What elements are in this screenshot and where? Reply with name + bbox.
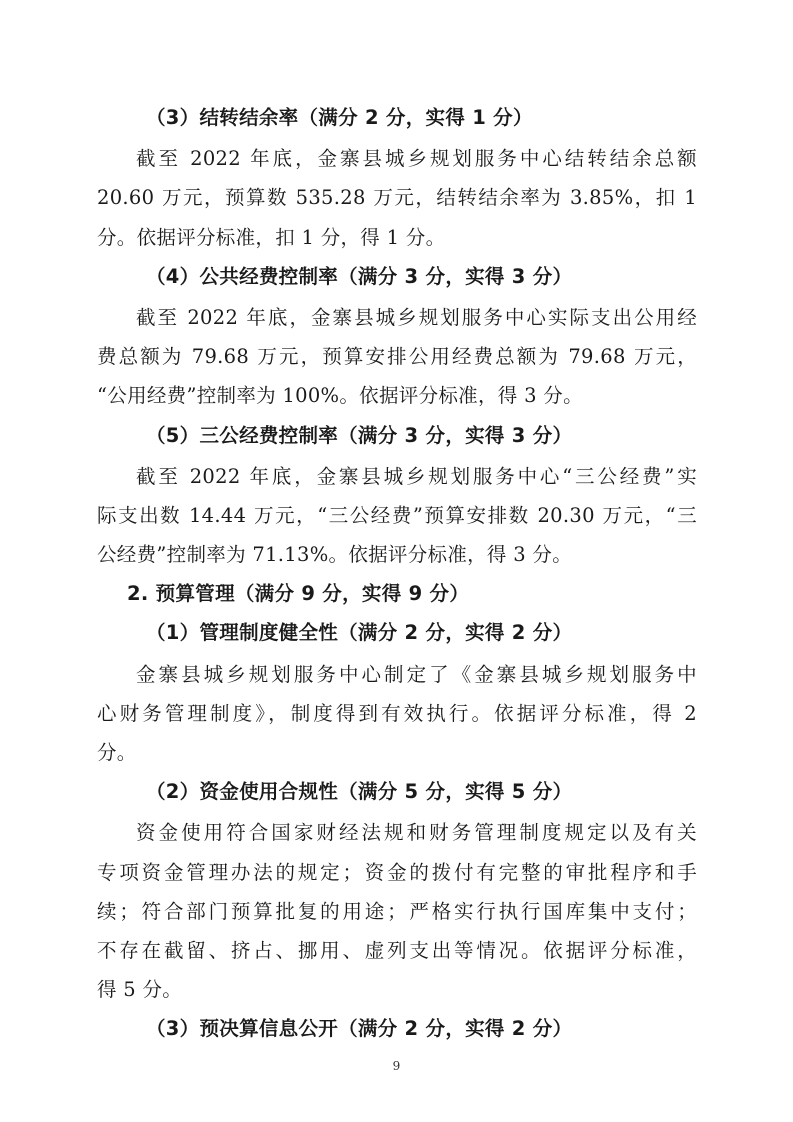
section-heading: （2）资金使用合规性（满分 5 分，实得 5 分） (146, 780, 573, 804)
paragraph (97, 457, 697, 575)
paragraph-line: 分。依据评分标准，扣 1 分，得 1 分。 (97, 225, 446, 249)
section-heading: （1）管理制度健全性（满分 2 分，实得 2 分） (146, 621, 573, 645)
paragraph (97, 655, 697, 773)
section-heading: （5）三公经费控制率（满分 3 分，实得 3 分） (146, 423, 573, 447)
paragraph-line: “公用经费”控制率为 100%。依据评分标准，得 3 分。 (97, 384, 583, 408)
paragraph (97, 298, 697, 416)
section-heading: （3）结转结余率（满分 2 分，实得 1 分） (146, 106, 533, 129)
paragraph-line: 20.60 万元，预算数 535.28 万元，结转结余率为 3.85%，扣 1 (97, 186, 697, 210)
subsection-heading: 2. 预算管理（满分 9 分，实得 9 分） (127, 582, 470, 606)
section-heading: （4）公共经费控制率（满分 3 分，实得 3 分） (146, 264, 573, 288)
paragraph-line: 续；符合部门预算批复的用途；严格实行执行国库集中支付； (97, 899, 697, 923)
paragraph-line: 公经费”控制率为 71.13%。依据评分标准，得 3 分。 (97, 543, 573, 567)
paragraph-line: 截至 2022 年底，金寨县城乡规划服务中心结转结余总额 (136, 147, 697, 171)
paragraph-line: 费总额为 79.68 万元，预算安排公用经费总额为 79.68 万元， (97, 345, 697, 369)
paragraph-line: 金寨县城乡规划服务中心制定了《金寨县城乡规划服务中 (136, 662, 697, 686)
section-heading: （3）预决算信息公开（满分 2 分，实得 2 分） (146, 1017, 573, 1041)
page-number: 9 (392, 1059, 401, 1073)
paragraph-line: 不存在截留、挤占、挪用、虚列支出等情况。依据评分标准， (97, 938, 697, 962)
paragraph-line: 截至 2022 年底，金寨县城乡规划服务中心实际支出公用经 (136, 305, 697, 329)
paragraph-line: 资金使用符合国家财经法规和财务管理制度规定以及有关 (136, 821, 697, 845)
paragraph-line: 心财务管理制度》，制度得到有效执行。依据评分标准，得 2 (97, 701, 697, 725)
paragraph-line: 截至 2022 年底，金寨县城乡规划服务中心“三公经费”实 (136, 464, 697, 488)
paragraph-line: 分。 (97, 741, 137, 764)
paragraph (97, 813, 697, 1009)
document-body (97, 98, 697, 1049)
paragraph-line: 际支出数 14.44 万元，“三公经费”预算安排数 20.30 万元，“三 (97, 503, 697, 527)
paragraph-line: 得 5 分。 (97, 978, 183, 1002)
paragraph (97, 139, 697, 257)
paragraph-line: 专项资金管理办法的规定；资金的拨付有完整的审批程序和手 (97, 860, 697, 884)
